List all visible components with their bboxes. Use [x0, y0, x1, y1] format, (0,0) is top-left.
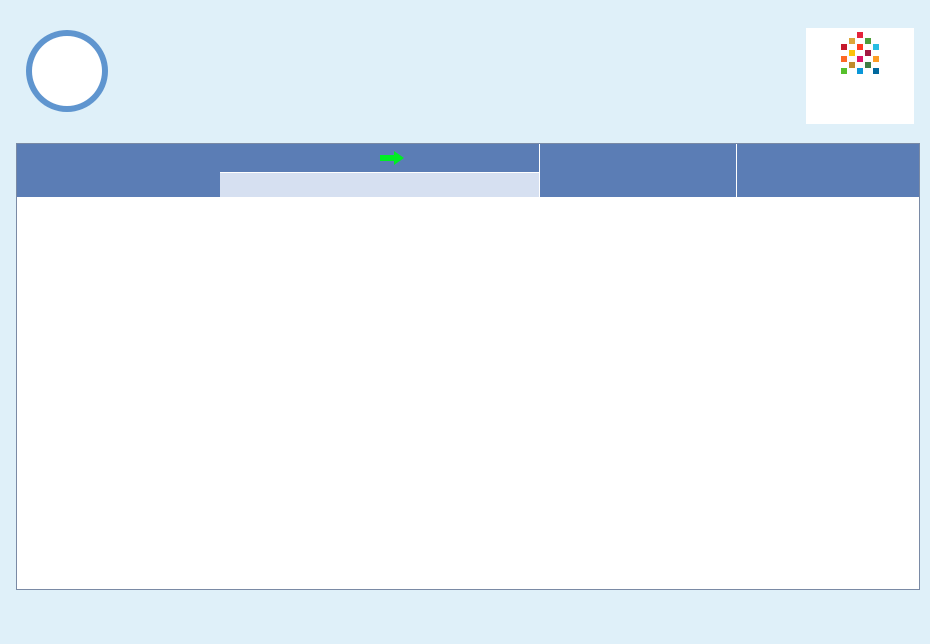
- tojo-gawa-sosui-logo: [26, 30, 108, 112]
- month-header-row: [220, 173, 539, 197]
- header-summary: [539, 144, 736, 197]
- our-field-sdgs-logo: [806, 28, 914, 124]
- schedule-legend: [220, 144, 539, 172]
- logo-left-text: [32, 36, 102, 106]
- legend-arrow-icon: [380, 151, 404, 165]
- header-schedule: [220, 144, 539, 197]
- sdgs-mosaic-icon: [839, 32, 881, 78]
- program-table: [16, 143, 920, 590]
- header-program-name: [17, 144, 220, 197]
- header-apply: [736, 144, 919, 197]
